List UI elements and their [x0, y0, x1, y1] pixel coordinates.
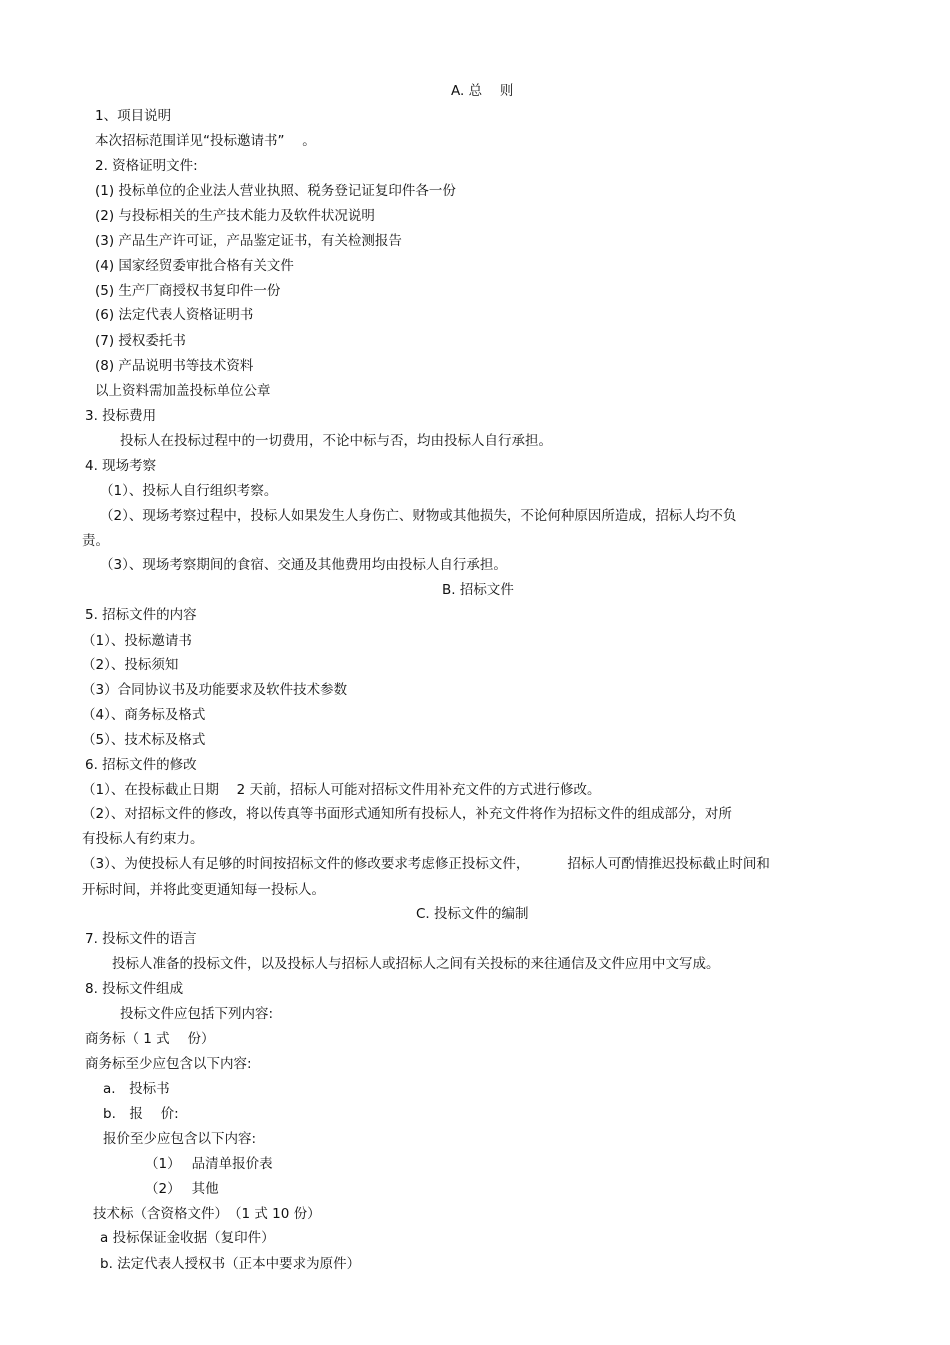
- text-line: 投标人在投标过程中的一切费用，不论中标与否，均由投标人自行承担。: [120, 433, 552, 449]
- text-line: 报价至少应包含以下内容:: [103, 1131, 257, 1147]
- list-item: b. 法定代表人授权书（正本中要求为原件）: [100, 1256, 361, 1272]
- list-item: （2）、投标须知: [82, 657, 179, 673]
- list-item: （3）合同协议书及功能要求及软件技术参数: [82, 682, 348, 698]
- text-line: 投标人准备的投标文件，以及投标人与招标人或招标人之间有关投标的来往通信及文件应用中文写成。: [112, 956, 720, 972]
- list-item: （1）、在投标截止日期 2 天前，招标人可能对招标文件用补充文件的方式进行修改。: [82, 782, 601, 798]
- item-heading-3: 3. 投标费用: [85, 408, 157, 424]
- text-line: 责。: [82, 533, 109, 549]
- item-heading-2: 2. 资格证明文件:: [95, 158, 198, 174]
- list-item: （2） 其他: [145, 1181, 219, 1197]
- list-item: a 投标保证金收据（复印件）: [100, 1230, 275, 1246]
- list-item: (4) 国家经贸委审批合格有关文件: [95, 258, 294, 274]
- section-heading-c: C. 投标文件的编制: [416, 906, 529, 922]
- list-item: (5) 生产厂商授权书复印件一份: [95, 283, 281, 299]
- section-heading-a: A. 总 则: [451, 83, 514, 99]
- item-heading-6: 6. 招标文件的修改: [85, 757, 197, 773]
- list-item: （2）、现场考察过程中，投标人如果发生人身伤亡、财物或其他损失，不论何种原因所造成，招标人均不负: [100, 508, 737, 524]
- text-line: 有投标人有约束力。: [82, 831, 204, 847]
- text-line: 商务标（ 1 式 份）: [85, 1031, 215, 1047]
- list-item: （1） 品清单报价表: [145, 1156, 273, 1172]
- item-heading-7: 7. 投标文件的语言: [85, 931, 197, 947]
- list-item: （4）、商务标及格式: [82, 707, 206, 723]
- text-line: 商务标至少应包含以下内容:: [85, 1056, 252, 1072]
- list-item: （3）、现场考察期间的食宿、交通及其他费用均由投标人自行承担。: [100, 557, 507, 573]
- text-line: 以上资料需加盖投标单位公章: [95, 383, 271, 399]
- list-item: a. 投标书: [103, 1081, 170, 1097]
- item-heading-8: 8. 投标文件组成: [85, 981, 184, 997]
- list-item: （1）、投标邀请书: [82, 633, 192, 649]
- text-line: 投标文件应包括下列内容:: [120, 1006, 274, 1022]
- item-heading-1: 1、项目说明: [95, 108, 172, 124]
- list-item: b. 报 价:: [103, 1106, 179, 1122]
- list-item: (1) 投标单位的企业法人营业执照、税务登记证复印件各一份: [95, 183, 456, 199]
- list-item: (2) 与投标相关的生产技术能力及软件状况说明: [95, 208, 375, 224]
- list-item: (7) 授权委托书: [95, 333, 186, 349]
- item-heading-5: 5. 招标文件的内容: [85, 607, 197, 623]
- list-item: （3）、为使投标人有足够的时间按招标文件的修改要求考虑修正投标文件， 招标人可酌情推迟投标截止时间和: [82, 856, 770, 872]
- item-heading-4: 4. 现场考察: [85, 458, 157, 474]
- list-item: （1）、投标人自行组织考察。: [100, 483, 278, 499]
- list-item: (6) 法定代表人资格证明书: [95, 307, 254, 323]
- text-line: 技术标（含资格文件） （1 式 10 份）: [93, 1206, 321, 1222]
- text-line: 开标时间，并将此变更通知每一投标人。: [82, 882, 325, 898]
- list-item: （5）、技术标及格式: [82, 732, 206, 748]
- list-item: （2）、对招标文件的修改，将以传真等书面形式通知所有投标人，补充文件将作为招标文件的组成部分，对所: [82, 806, 732, 822]
- section-heading-b: B. 招标文件: [442, 582, 514, 598]
- list-item: (3) 产品生产许可证，产品鉴定证书，有关检测报告: [95, 233, 402, 249]
- list-item: (8) 产品说明书等技术资料: [95, 358, 254, 374]
- text-line: 本次招标范围详见“投标邀请书” 。: [95, 133, 316, 149]
